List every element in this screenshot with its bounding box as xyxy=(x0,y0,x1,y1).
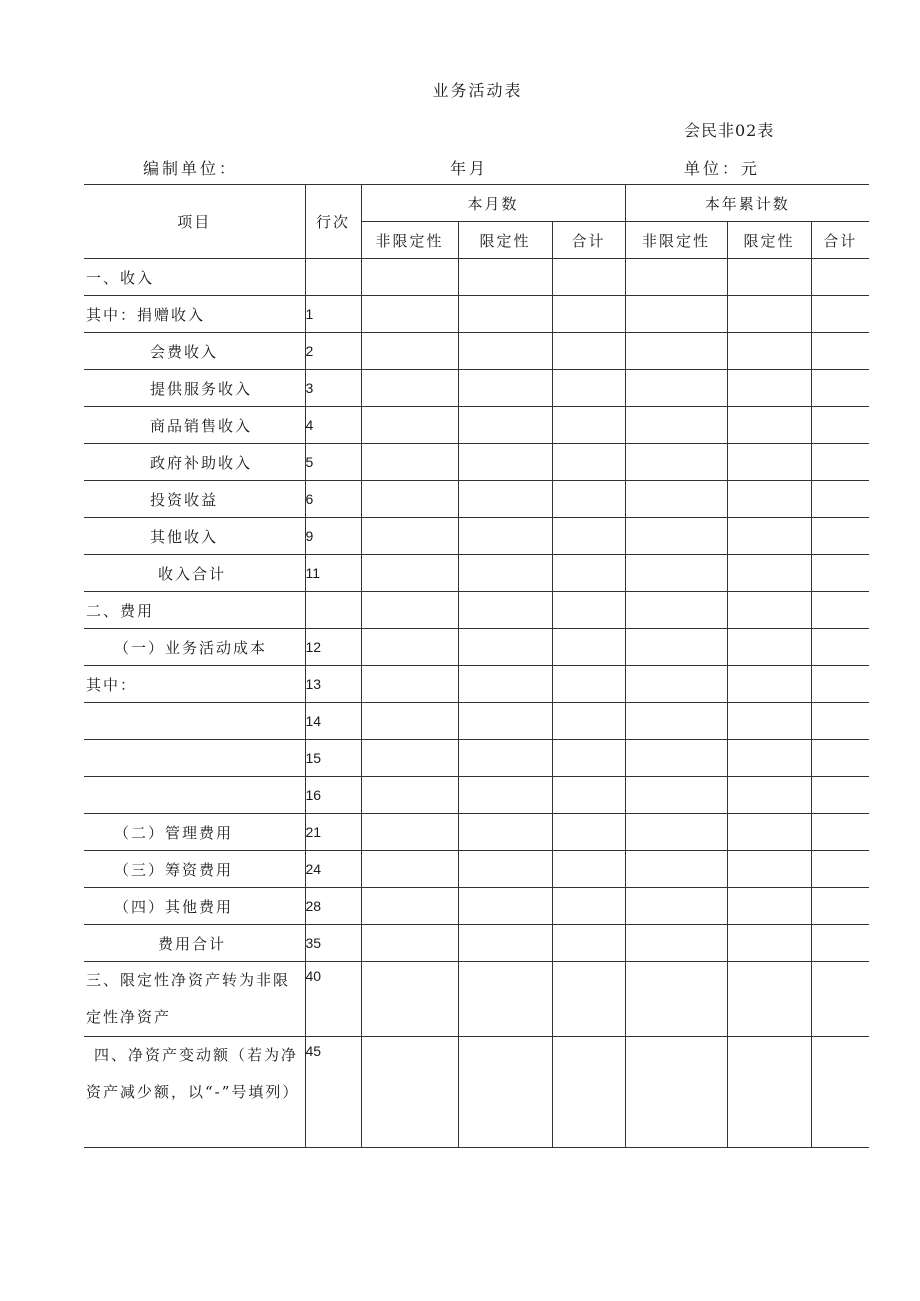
cell-cm-unrestricted[interactable] xyxy=(361,851,458,888)
header-ytd-restricted: 限定性 xyxy=(727,222,811,259)
cell-ytd-total[interactable] xyxy=(811,444,869,481)
cell-cm-restricted[interactable] xyxy=(458,555,552,592)
cell-ytd-total[interactable] xyxy=(811,962,869,1037)
cell-ytd-total[interactable] xyxy=(811,370,869,407)
row-label: （四）其他费用 xyxy=(84,888,305,925)
cell-cm-total[interactable] xyxy=(552,1037,625,1148)
row-line: 12 xyxy=(305,629,361,666)
cell-cm-unrestricted[interactable] xyxy=(361,703,458,740)
cell-cm-total[interactable] xyxy=(552,962,625,1037)
cell-cm-total[interactable] xyxy=(552,740,625,777)
row-label: 三、限定性净资产转为非限定性净资产 xyxy=(84,962,305,1037)
cell-cm-restricted[interactable] xyxy=(458,851,552,888)
cell-ytd-total[interactable] xyxy=(811,592,869,629)
cell-ytd-unrestricted[interactable] xyxy=(625,481,727,518)
header-item: 项目 xyxy=(84,185,305,259)
cell-ytd-restricted[interactable] xyxy=(727,962,811,1037)
activity-statement-table xyxy=(84,184,869,1148)
header-year-to-date: 本年累计数 xyxy=(625,185,869,222)
cell-ytd-unrestricted[interactable] xyxy=(625,518,727,555)
cell-cm-total[interactable] xyxy=(552,481,625,518)
cell-ytd-restricted[interactable] xyxy=(727,296,811,333)
cell-cm-total[interactable] xyxy=(552,518,625,555)
table-row xyxy=(84,777,869,814)
row-line: 2 xyxy=(305,333,361,370)
row-line: 5 xyxy=(305,444,361,481)
row-line xyxy=(305,592,361,629)
cell-cm-total[interactable] xyxy=(552,592,625,629)
row-label: 会费收入 xyxy=(84,333,305,370)
cell-ytd-restricted[interactable] xyxy=(727,370,811,407)
row-label: 一、收入 xyxy=(84,259,305,296)
cell-cm-restricted[interactable] xyxy=(458,407,552,444)
cell-ytd-unrestricted[interactable] xyxy=(625,370,727,407)
table-row xyxy=(84,444,869,481)
cell-ytd-total[interactable] xyxy=(811,629,869,666)
cell-cm-unrestricted[interactable] xyxy=(361,740,458,777)
row-label: 收入合计 xyxy=(84,555,305,592)
cell-cm-total[interactable] xyxy=(552,666,625,703)
row-line: 16 xyxy=(305,777,361,814)
cell-ytd-unrestricted[interactable] xyxy=(625,444,727,481)
cell-ytd-total[interactable] xyxy=(811,259,869,296)
unit-label: 单位：元 xyxy=(684,159,761,178)
row-label: 政府补助收入 xyxy=(84,444,305,481)
cell-ytd-restricted[interactable] xyxy=(727,777,811,814)
table-row xyxy=(84,370,869,407)
cell-ytd-unrestricted[interactable] xyxy=(625,592,727,629)
cell-cm-unrestricted[interactable] xyxy=(361,407,458,444)
cell-cm-total[interactable] xyxy=(552,925,625,962)
table-row xyxy=(84,962,869,1037)
header-line: 行次 xyxy=(305,185,361,259)
cell-cm-restricted[interactable] xyxy=(458,1037,552,1148)
cell-ytd-total[interactable] xyxy=(811,851,869,888)
table-row xyxy=(84,740,869,777)
table-row xyxy=(84,518,869,555)
cell-ytd-total[interactable] xyxy=(811,296,869,333)
cell-ytd-total[interactable] xyxy=(811,481,869,518)
row-line: 6 xyxy=(305,481,361,518)
cell-ytd-unrestricted[interactable] xyxy=(625,555,727,592)
cell-ytd-restricted[interactable] xyxy=(727,740,811,777)
cell-cm-restricted[interactable] xyxy=(458,703,552,740)
table-row xyxy=(84,703,869,740)
row-label: 提供服务收入 xyxy=(84,370,305,407)
cell-ytd-restricted[interactable] xyxy=(727,518,811,555)
cell-cm-total[interactable] xyxy=(552,703,625,740)
cell-cm-total[interactable] xyxy=(552,629,625,666)
document-title: 业务活动表 xyxy=(432,81,523,100)
cell-ytd-unrestricted[interactable] xyxy=(625,1037,727,1148)
cell-cm-total[interactable] xyxy=(552,888,625,925)
cell-ytd-restricted[interactable] xyxy=(727,1037,811,1148)
cell-ytd-restricted[interactable] xyxy=(727,407,811,444)
row-label xyxy=(84,740,305,777)
row-label: 商品销售收入 xyxy=(84,407,305,444)
row-line: 4 xyxy=(305,407,361,444)
cell-cm-unrestricted[interactable] xyxy=(361,962,458,1037)
cell-cm-unrestricted[interactable] xyxy=(361,333,458,370)
cell-ytd-restricted[interactable] xyxy=(727,592,811,629)
cell-ytd-unrestricted[interactable] xyxy=(625,814,727,851)
row-line: 13 xyxy=(305,666,361,703)
header-cm-restricted: 限定性 xyxy=(458,222,552,259)
table-row xyxy=(84,814,869,851)
cell-cm-restricted[interactable] xyxy=(458,629,552,666)
cell-ytd-unrestricted[interactable] xyxy=(625,888,727,925)
cell-ytd-total[interactable] xyxy=(811,333,869,370)
header-current-month: 本月数 xyxy=(361,185,625,222)
cell-cm-total[interactable] xyxy=(552,407,625,444)
cell-ytd-restricted[interactable] xyxy=(727,555,811,592)
cell-cm-total[interactable] xyxy=(552,370,625,407)
cell-ytd-restricted[interactable] xyxy=(727,851,811,888)
table-row xyxy=(84,592,869,629)
header-cm-total: 合计 xyxy=(552,222,625,259)
cell-cm-unrestricted[interactable] xyxy=(361,370,458,407)
row-label: 二、费用 xyxy=(84,592,305,629)
cell-cm-restricted[interactable] xyxy=(458,444,552,481)
cell-ytd-total[interactable] xyxy=(811,407,869,444)
row-label: 费用合计 xyxy=(84,925,305,962)
row-line: 35 xyxy=(305,925,361,962)
cell-cm-unrestricted[interactable] xyxy=(361,629,458,666)
cell-cm-total[interactable] xyxy=(552,444,625,481)
cell-cm-unrestricted[interactable] xyxy=(361,1037,458,1148)
cell-cm-unrestricted[interactable] xyxy=(361,481,458,518)
row-line: 11 xyxy=(305,555,361,592)
cell-ytd-restricted[interactable] xyxy=(727,444,811,481)
table-row xyxy=(84,407,869,444)
cell-cm-restricted[interactable] xyxy=(458,888,552,925)
cell-ytd-unrestricted[interactable] xyxy=(625,851,727,888)
row-line: 28 xyxy=(305,888,361,925)
header-ytd-unrestricted: 非限定性 xyxy=(625,222,727,259)
row-line xyxy=(305,259,361,296)
row-label: 投资收益 xyxy=(84,481,305,518)
row-label: 其中：捐赠收入 xyxy=(84,296,305,333)
row-label: 其中： xyxy=(84,666,305,703)
row-label: （二）管理费用 xyxy=(84,814,305,851)
cell-cm-total[interactable] xyxy=(552,777,625,814)
cell-cm-unrestricted[interactable] xyxy=(361,518,458,555)
cell-ytd-restricted[interactable] xyxy=(727,259,811,296)
cell-ytd-restricted[interactable] xyxy=(727,629,811,666)
cell-cm-unrestricted[interactable] xyxy=(361,592,458,629)
cell-cm-restricted[interactable] xyxy=(458,518,552,555)
table-row xyxy=(84,925,869,962)
cell-ytd-total[interactable] xyxy=(811,666,869,703)
cell-ytd-unrestricted[interactable] xyxy=(625,962,727,1037)
row-line: 21 xyxy=(305,814,361,851)
cell-ytd-restricted[interactable] xyxy=(727,888,811,925)
cell-cm-total[interactable] xyxy=(552,333,625,370)
table-row xyxy=(84,666,869,703)
cell-ytd-unrestricted[interactable] xyxy=(625,259,727,296)
table-row xyxy=(84,888,869,925)
cell-ytd-restricted[interactable] xyxy=(727,666,811,703)
cell-cm-unrestricted[interactable] xyxy=(361,555,458,592)
cell-cm-unrestricted[interactable] xyxy=(361,296,458,333)
table-row xyxy=(84,851,869,888)
table-row xyxy=(84,1037,869,1148)
cell-cm-total[interactable] xyxy=(552,296,625,333)
row-label xyxy=(84,703,305,740)
cell-cm-restricted[interactable] xyxy=(458,962,552,1037)
period-label: 年月 xyxy=(450,159,489,178)
header-cm-unrestricted: 非限定性 xyxy=(361,222,458,259)
row-label: 其他收入 xyxy=(84,518,305,555)
table-row xyxy=(84,629,869,666)
cell-cm-restricted[interactable] xyxy=(458,592,552,629)
cell-ytd-unrestricted[interactable] xyxy=(625,740,727,777)
row-label: （三）筹资费用 xyxy=(84,851,305,888)
cell-cm-total[interactable] xyxy=(552,259,625,296)
row-line: 14 xyxy=(305,703,361,740)
cell-ytd-total[interactable] xyxy=(811,740,869,777)
cell-cm-restricted[interactable] xyxy=(458,333,552,370)
row-label xyxy=(84,777,305,814)
cell-ytd-restricted[interactable] xyxy=(727,481,811,518)
cell-cm-unrestricted[interactable] xyxy=(361,259,458,296)
cell-cm-total[interactable] xyxy=(552,814,625,851)
cell-cm-restricted[interactable] xyxy=(458,296,552,333)
cell-ytd-unrestricted[interactable] xyxy=(625,666,727,703)
row-line: 24 xyxy=(305,851,361,888)
row-line: 9 xyxy=(305,518,361,555)
cell-cm-restricted[interactable] xyxy=(458,259,552,296)
cell-ytd-total[interactable] xyxy=(811,555,869,592)
cell-ytd-total[interactable] xyxy=(811,1037,869,1148)
cell-ytd-unrestricted[interactable] xyxy=(625,925,727,962)
cell-ytd-restricted[interactable] xyxy=(727,814,811,851)
cell-ytd-total[interactable] xyxy=(811,925,869,962)
cell-cm-unrestricted[interactable] xyxy=(361,925,458,962)
cell-ytd-unrestricted[interactable] xyxy=(625,333,727,370)
cell-ytd-restricted[interactable] xyxy=(727,703,811,740)
cell-cm-restricted[interactable] xyxy=(458,666,552,703)
cell-ytd-unrestricted[interactable] xyxy=(625,703,727,740)
cell-ytd-total[interactable] xyxy=(811,888,869,925)
cell-ytd-total[interactable] xyxy=(811,814,869,851)
cell-cm-unrestricted[interactable] xyxy=(361,814,458,851)
row-label: 四、净资产变动额（若为净资产减少额，以“-”号填列） xyxy=(84,1037,305,1148)
table-row xyxy=(84,555,869,592)
header-ytd-total: 合计 xyxy=(811,222,869,259)
cell-cm-total[interactable] xyxy=(552,555,625,592)
row-line: 40 xyxy=(305,962,361,1037)
row-label: （一）业务活动成本 xyxy=(84,629,305,666)
table-row xyxy=(84,333,869,370)
cell-ytd-unrestricted[interactable] xyxy=(625,777,727,814)
cell-ytd-unrestricted[interactable] xyxy=(625,296,727,333)
table-row xyxy=(84,481,869,518)
cell-cm-restricted[interactable] xyxy=(458,814,552,851)
cell-cm-restricted[interactable] xyxy=(458,777,552,814)
cell-ytd-unrestricted[interactable] xyxy=(625,407,727,444)
form-number: 会民非02表 xyxy=(684,121,775,140)
row-line: 45 xyxy=(305,1037,361,1148)
cell-ytd-total[interactable] xyxy=(811,777,869,814)
cell-cm-unrestricted[interactable] xyxy=(361,444,458,481)
cell-cm-unrestricted[interactable] xyxy=(361,777,458,814)
cell-cm-restricted[interactable] xyxy=(458,370,552,407)
cell-ytd-restricted[interactable] xyxy=(727,925,811,962)
row-line: 3 xyxy=(305,370,361,407)
cell-cm-unrestricted[interactable] xyxy=(361,666,458,703)
row-line: 1 xyxy=(305,296,361,333)
table-row xyxy=(84,296,869,333)
prepared-by-label: 编制单位： xyxy=(143,159,239,178)
cell-cm-total[interactable] xyxy=(552,851,625,888)
cell-cm-restricted[interactable] xyxy=(458,925,552,962)
cell-cm-unrestricted[interactable] xyxy=(361,888,458,925)
cell-cm-restricted[interactable] xyxy=(458,481,552,518)
cell-ytd-unrestricted[interactable] xyxy=(625,629,727,666)
table-row xyxy=(84,259,869,296)
row-line: 15 xyxy=(305,740,361,777)
cell-cm-restricted[interactable] xyxy=(458,740,552,777)
cell-ytd-total[interactable] xyxy=(811,518,869,555)
cell-ytd-restricted[interactable] xyxy=(727,333,811,370)
cell-ytd-total[interactable] xyxy=(811,703,869,740)
